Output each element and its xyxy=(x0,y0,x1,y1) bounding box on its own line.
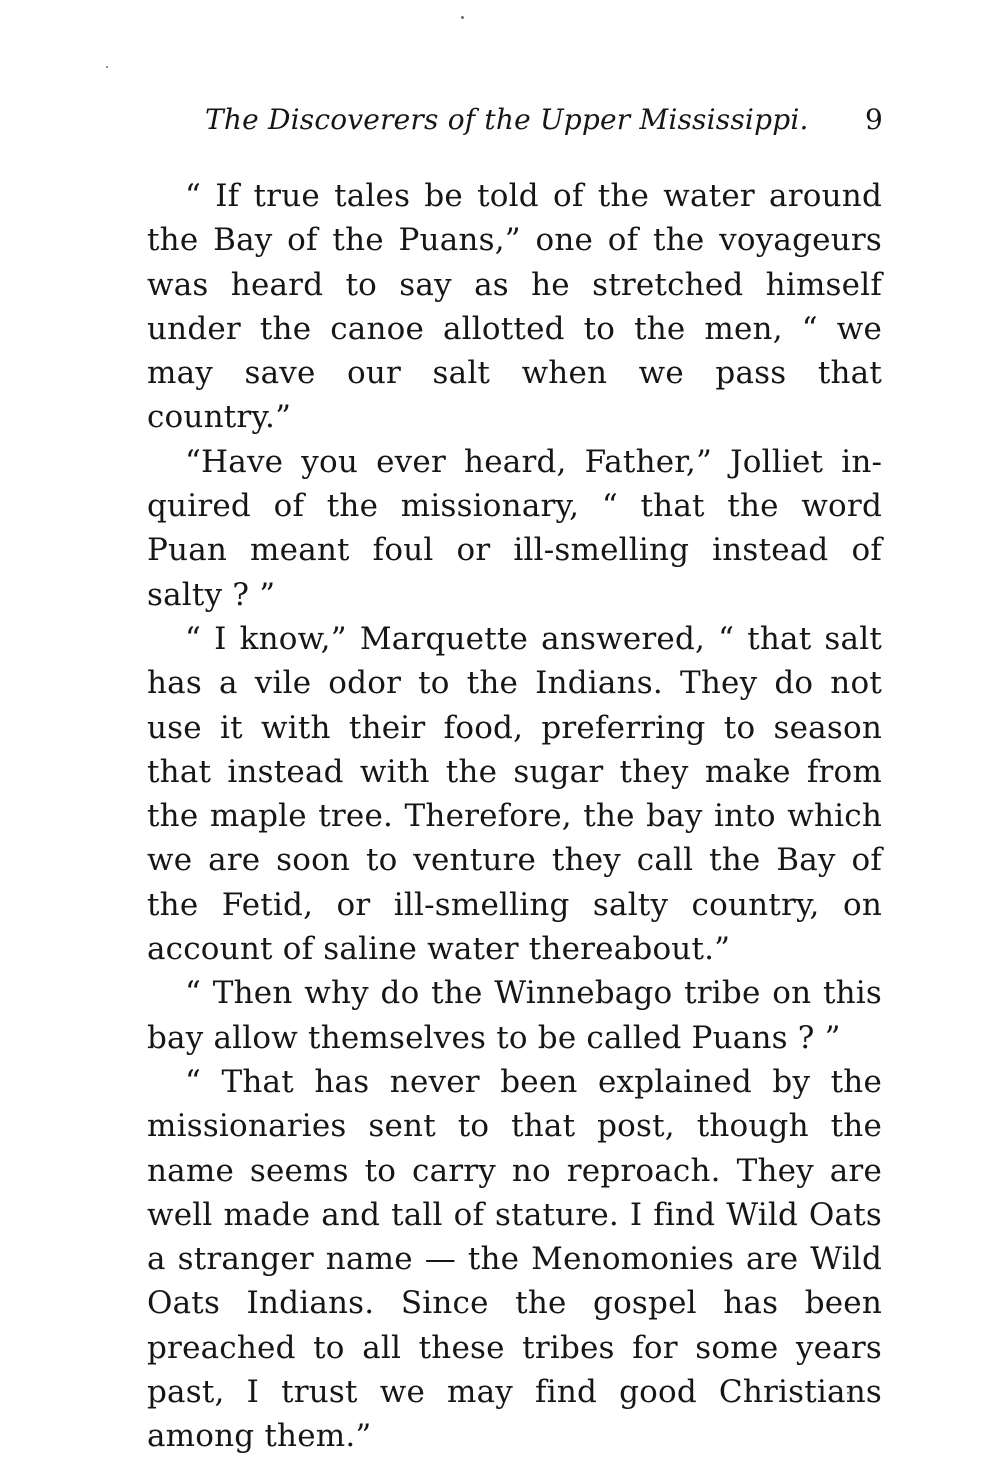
paragraph: “ Then why do the Winnebago tribe on this bay allow themselves to be called Puans ? ” xyxy=(147,975,882,1056)
paragraph: “ That has never been explained by the missionaries sent to that post, though the name seems to carry no reproach. They are well made and tall of stature. I find Wild Oats a stranger name — the Menomonies are Wild Oats Indians. Since the gospel has been preached to all these tribes for some years past, I trust we may find good Christians among them.” xyxy=(147,1063,882,1455)
scan-speck xyxy=(106,66,108,68)
page-number: 9 xyxy=(864,103,883,136)
body-text xyxy=(147,174,882,1459)
running-title: The Discoverers of the Upper Mississippi. xyxy=(205,103,809,136)
scan-speck xyxy=(461,16,464,19)
paragraph: “Have you ever heard, Father,” Jolliet inquired of the missionary, “ that the word Puan meant foul or ill-smelling instead of salty ? ” xyxy=(147,443,882,613)
paragraph: “ I know,” Marquette answered, “ that salt has a vile odor to the Indians. They do not use it with their food, preferring to season that instead with the sugar they make from the maple tree. Therefore, the bay into which we are soon to venture they call the Bay of the Fetid, or ill-smelling salty country, on account of saline water thereabout.” xyxy=(147,620,882,968)
paragraph: “ If true tales be told of the water around the Bay of the Puans,” one of the voyageurs was heard to say as he stretched himself under the canoe allotted to the men, “ we may save our salt when we pass that country.” xyxy=(147,178,882,436)
running-head xyxy=(205,100,883,140)
